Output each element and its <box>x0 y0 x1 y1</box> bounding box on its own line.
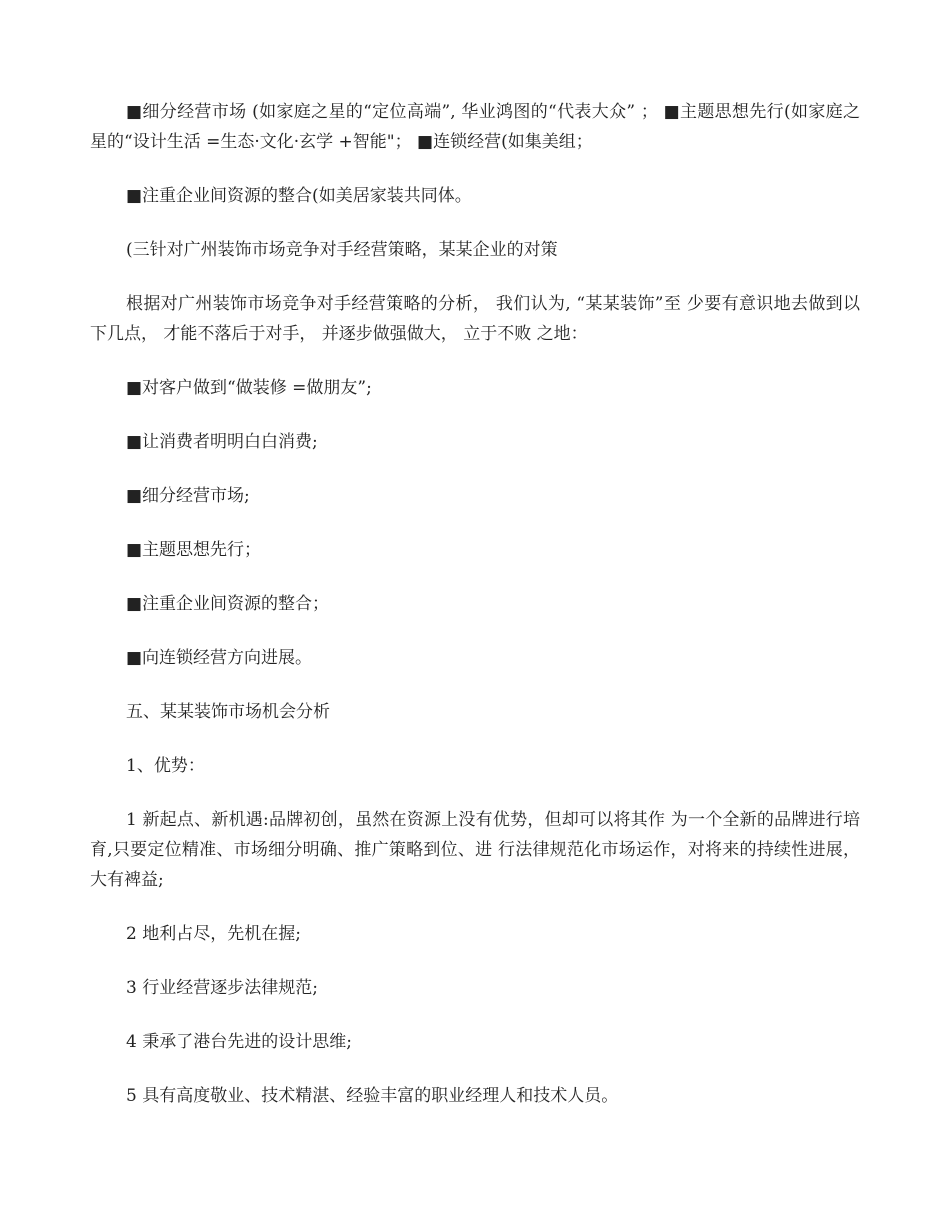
paragraph-bullet-resource-integration: ■注重企业间资源的整合； <box>126 594 330 614</box>
paragraph-bullet-chain-operation: ■向连锁经营方向进展。 <box>126 648 313 668</box>
paragraph-bullet-theme-first: ■主题思想先行； <box>126 540 262 560</box>
paragraph-competitor-strategies: ■细分经营市场 (如家庭之星的“定位高端”, 华业鸿图的“代表大众” ； ■主题思想先行(如家庭之星的“设计生活 =生态·文化·玄学 +智能"； ■连锁经营(如集美组； <box>90 102 860 152</box>
paragraph-strength-4: 4 秉承了港台先进的设计思维; <box>126 1032 352 1052</box>
paragraph-section-5-heading: 五、某某装饰市场机会分析 <box>126 702 330 722</box>
paragraph-strength-2: 2 地利占尽，先机在握; <box>126 924 301 944</box>
paragraph-strength-1: 1 新起点、新机遇:品牌初创，虽然在资源上没有优势，但却可以将其作 为一个全新的品牌进行培育,只要定位精准、市场细分明确、推广策略到位、进 行法律规范化市场运作，对将来的持续性进展，大有裨益; <box>90 810 860 890</box>
paragraph-section-3-heading: (三针对广州装饰市场竞争对手经营策略，某某企业的对策 <box>126 240 558 260</box>
paragraph-bullet-transparent-consumption: ■让消费者明明白白消费; <box>126 432 318 452</box>
paragraph-strengths-heading: 1、优势： <box>126 756 205 776</box>
paragraph-resource-integration-example: ■注重企业间资源的整合(如美居家装共同体。 <box>126 186 472 206</box>
paragraph-bullet-customer-friend: ■对客户做到“做装修 =做朋友”; <box>126 378 372 398</box>
paragraph-strength-3: 3 行业经营逐步法律规范; <box>126 978 318 998</box>
document-body <box>90 97 860 1135</box>
paragraph-bullet-market-segmentation: ■细分经营市场; <box>126 486 250 506</box>
paragraph-strength-5: 5 具有高度敬业、技术精湛、经验丰富的职业经理人和技术人员。 <box>126 1086 619 1106</box>
paragraph-analysis-intro: 根据对广州装饰市场竞争对手经营策略的分析， 我们认为, “某某装饰”至 少要有意识地去做到以下几点， 才能不落后于对手， 并逐步做强做大， 立于不败 之地： <box>90 294 860 344</box>
